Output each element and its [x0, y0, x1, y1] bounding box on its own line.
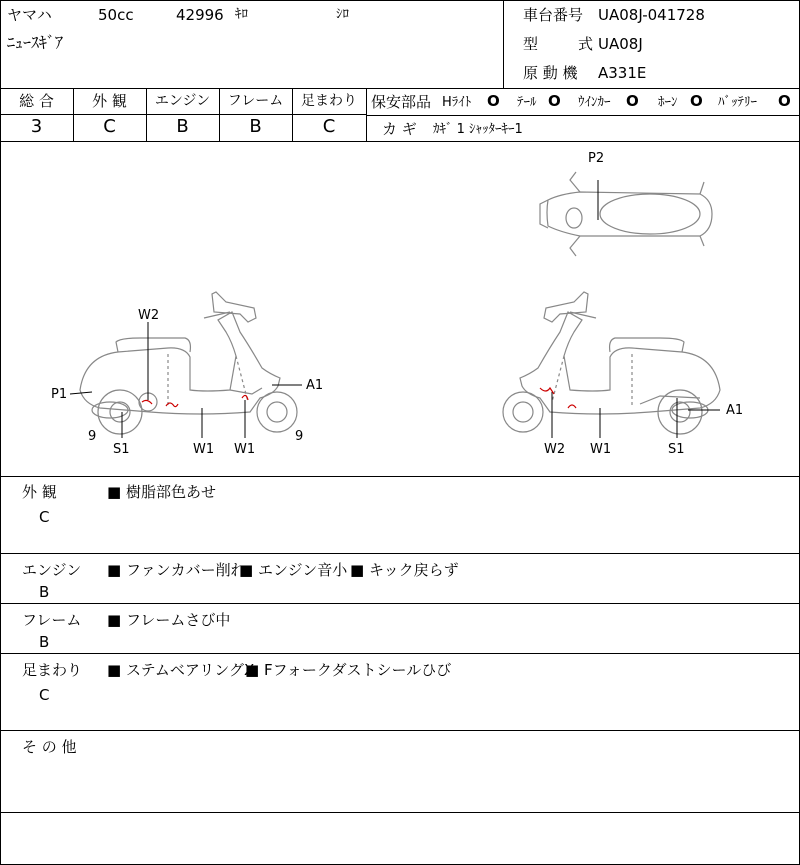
grade-header-frame: フレーム	[227, 93, 284, 109]
label-9-left: 9	[88, 429, 97, 444]
line-remark-4	[0, 730, 800, 731]
safety-mark-horn: O	[690, 92, 703, 110]
mileage: 42996	[176, 6, 224, 24]
label-9-right: 9	[295, 429, 304, 444]
grade-value-suspension: C	[322, 116, 336, 137]
label-s1-left: S1	[113, 442, 130, 457]
remark-grade: B	[39, 583, 50, 601]
line-header-divider	[503, 0, 504, 88]
remark-category: フレーム	[22, 611, 82, 629]
remark-item: ■ フレームさび中	[107, 611, 231, 629]
label-w2-right: W2	[544, 442, 566, 457]
remark-grade: C	[39, 686, 50, 704]
safety-item-headlight: Hﾗｲﾄ	[442, 95, 472, 110]
engine-number: A331E	[598, 64, 647, 82]
engine-label: 原 動 機	[523, 64, 578, 82]
displacement: 50cc	[98, 6, 134, 24]
safety-mark-battery: O	[778, 92, 791, 110]
label-s1-right: S1	[668, 442, 685, 457]
safety-item-tail: ﾃｰﾙ	[517, 95, 537, 110]
label-w1-right: W1	[590, 442, 612, 457]
remark-item: ■ キック戻らず	[350, 561, 459, 579]
grade-header-overall: 総 合	[19, 92, 54, 110]
grade-header-suspension: 足まわり	[301, 93, 357, 109]
safety-item-winker: ｳｲﾝｶｰ	[578, 95, 611, 110]
line-header-bottom	[0, 88, 800, 89]
scooter-left-dashes	[168, 354, 248, 406]
line-grades-mid-right	[367, 115, 800, 116]
label-w1-left-b: W1	[234, 442, 256, 457]
remark-item: ■ エンジン音小	[239, 561, 348, 579]
key-value: ｶｷﾞ 1 ｼｬｯﾀｰｷｰ1	[433, 122, 523, 137]
remark-grade: C	[39, 508, 50, 526]
key-label: カ ギ	[382, 120, 417, 138]
safety-item-horn: ﾎｰﾝ	[658, 95, 678, 110]
label-w2-left: W2	[138, 308, 160, 323]
scooter-top-view-icon	[540, 172, 712, 256]
label-a1-left: A1	[306, 378, 324, 393]
scooter-right-dashes	[552, 354, 632, 406]
color: ｼﾛ	[336, 7, 349, 22]
line-remark-2	[0, 603, 800, 604]
damage-diagram	[0, 142, 800, 476]
model-type: UA08J	[598, 35, 643, 53]
remark-category: エンジン	[22, 561, 82, 579]
type-label-2: 式	[578, 35, 594, 53]
label-p1: P1	[51, 387, 68, 402]
line-grades-mid-left	[0, 114, 367, 115]
scooter-left-side-icon	[80, 292, 297, 434]
safety-mark-headlight: O	[487, 92, 500, 110]
remark-item: ■ Fフォークダストシールひび	[245, 661, 452, 679]
scooter-right-side-icon	[503, 292, 720, 434]
remark-category: 足まわり	[22, 661, 83, 679]
line-remark-3	[0, 653, 800, 654]
line-remark-5	[0, 812, 800, 813]
mileage-unit: ｷﾛ	[235, 7, 248, 22]
safety-item-battery: ﾊﾞｯﾃﾘｰ	[718, 95, 757, 110]
grade-header-appearance: 外 観	[92, 92, 127, 110]
safety-mark-tail: O	[548, 92, 561, 110]
line-diagram-bottom	[0, 476, 800, 477]
remark-item: ■ ステムベアリングX	[107, 661, 255, 679]
remark-item: ■ ファンカバー削れ	[107, 561, 246, 579]
label-a1-right: A1	[726, 403, 744, 418]
grade-value-overall: 3	[30, 116, 43, 137]
safety-title: 保安部品	[371, 93, 432, 111]
grade-header-engine: エンジン	[154, 93, 211, 109]
remark-category: そ の 他	[22, 738, 77, 756]
frame-number-label: 車台番号	[523, 6, 584, 24]
remark-category: 外 観	[22, 483, 57, 501]
frame-number: UA08J-041728	[598, 6, 705, 24]
remark-item: ■ 樹脂部色あせ	[107, 483, 216, 501]
grade-value-appearance: C	[103, 116, 116, 137]
model-name: ﾆｭｰｽｷﾞｱ	[7, 33, 64, 52]
label-p2: P2	[588, 151, 605, 166]
line-remark-1	[0, 553, 800, 554]
maker: ヤマハ	[7, 6, 52, 24]
border-top	[0, 0, 800, 1]
label-w1-left-a: W1	[193, 442, 215, 457]
type-label-1: 型	[523, 35, 539, 53]
line-grade-col-5	[366, 88, 367, 141]
grade-value-frame: B	[249, 116, 262, 137]
grade-value-engine: B	[176, 116, 189, 137]
remark-grade: B	[39, 633, 50, 651]
safety-mark-winker: O	[626, 92, 639, 110]
